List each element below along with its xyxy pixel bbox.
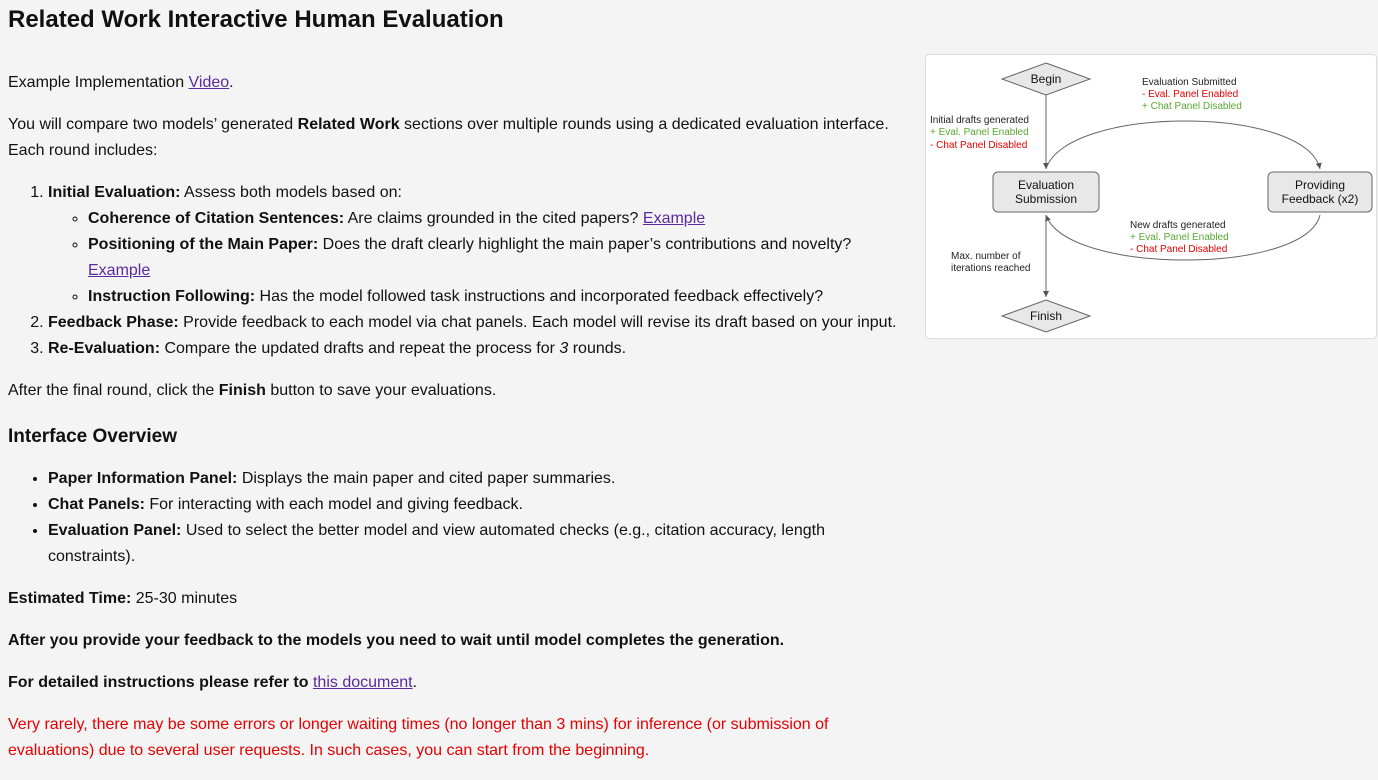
initial-drafts-label: Initial drafts generated xyxy=(930,115,1029,126)
coherence-example-link[interactable]: Example xyxy=(642,210,706,227)
overview-item-evaluation-panel: • Evaluation Panel: Used to select the better model and view automated checks (e.g., citation accuracy, length constraints). xyxy=(48,518,838,570)
eval-label-1: Evaluation xyxy=(1017,178,1075,192)
newdrafts-chat: - Chat Panel Disabled xyxy=(1130,244,1228,255)
interface-overview-list xyxy=(8,466,913,570)
compare-paragraph: You will compare two models’ generated Related Work sections over multiple rounds using a dedicated evaluation interface. Each round includes: xyxy=(8,116,889,159)
begin-label: Begin xyxy=(1030,72,1062,86)
positioning-example-link[interactable]: Example xyxy=(88,262,151,279)
step-re-evaluation: 3. Re-Evaluation: Compare the updated drafts and repeat the process for 3 rounds. xyxy=(48,336,913,362)
estimated-time: Estimated Time: 25-30 minutes xyxy=(8,590,238,607)
criterion-positioning: ◦ Positioning of the Main Paper: Does the draft clearly highlight the main paper’s contributions and novelty? Example xyxy=(88,232,913,284)
initial-eval-enabled: + Eval. Panel Enabled xyxy=(930,127,1029,138)
workflow-diagram xyxy=(925,54,1377,339)
overview-item-chat-panels: • Chat Panels: For interacting with each model and giving feedback. xyxy=(48,492,913,518)
overview-item-paper-info: • Paper Information Panel: Displays the main paper and cited paper summaries. xyxy=(48,466,913,492)
feedback-label-1: Providing xyxy=(1294,178,1346,192)
maxiter-label-2: iterations reached xyxy=(951,263,1031,274)
round-steps-list xyxy=(8,180,913,362)
feedback-label-2: Feedback (x2) xyxy=(1281,192,1359,206)
finish-note: After the final round, click the Finish button to save your evaluations. xyxy=(8,382,497,399)
maxiter-label-1: Max. number of xyxy=(951,251,1021,262)
interface-overview-heading: Interface Overview xyxy=(8,426,177,447)
warning-message: Very rarely, there may be some errors or longer waiting times (no longer than 3 mins) for inference (or submission of evaluations) due to several user requests. In such cases, you can start from the beginning. xyxy=(8,716,829,759)
newdrafts-eval: + Eval. Panel Enabled xyxy=(1130,232,1229,243)
wait-note: After you provide your feedback to the models you need to wait until model completes the generation. xyxy=(8,632,785,649)
initial-chat-disabled: - Chat Panel Disabled xyxy=(930,140,1028,151)
step-initial-evaluation: 1. Initial Evaluation: Assess both models based on: ◦ Coherence of Citation Sentences: Are claims grounded in the cited papers? Example ◦ Positioning of the Main Paper: Does the draft clearly highlight the main paper’s contributions and novelty? Example ◦ Instruction Following: Has the model followed task instructions and incorporated feedback effectively? xyxy=(48,180,913,310)
newdrafts-label: New drafts generated xyxy=(1130,220,1226,231)
submitted-eval: - Eval. Panel Enabled xyxy=(1142,89,1239,100)
submit-arc-arrow xyxy=(1046,121,1320,169)
step-feedback-phase: 2. Feedback Phase: Provide feedback to each model via chat panels. Each model will revise its draft based on your input. xyxy=(48,310,913,336)
page-title: Related Work Interactive Human Evaluation xyxy=(8,6,504,33)
intro-paragraph: Example Implementation Video. xyxy=(8,74,234,91)
submitted-label: Evaluation Submitted xyxy=(1142,77,1237,88)
eval-label-2: Submission xyxy=(1014,192,1078,206)
submitted-chat: + Chat Panel Disabled xyxy=(1142,101,1242,112)
finish-label: Finish xyxy=(1029,309,1063,323)
this-document-link[interactable]: this document xyxy=(312,674,413,691)
instructions-content xyxy=(8,70,913,780)
criteria-list xyxy=(48,206,913,310)
workflow-diagram-svg xyxy=(926,55,1376,338)
detail-note: For detailed instructions please refer to this document. xyxy=(8,674,418,691)
criterion-instruction-following: ◦ Instruction Following: Has the model followed task instructions and incorporated feedback effectively? xyxy=(88,284,913,310)
criterion-coherence: ◦ Coherence of Citation Sentences: Are claims grounded in the cited papers? Example xyxy=(88,206,913,232)
video-link[interactable]: Video xyxy=(188,74,230,91)
